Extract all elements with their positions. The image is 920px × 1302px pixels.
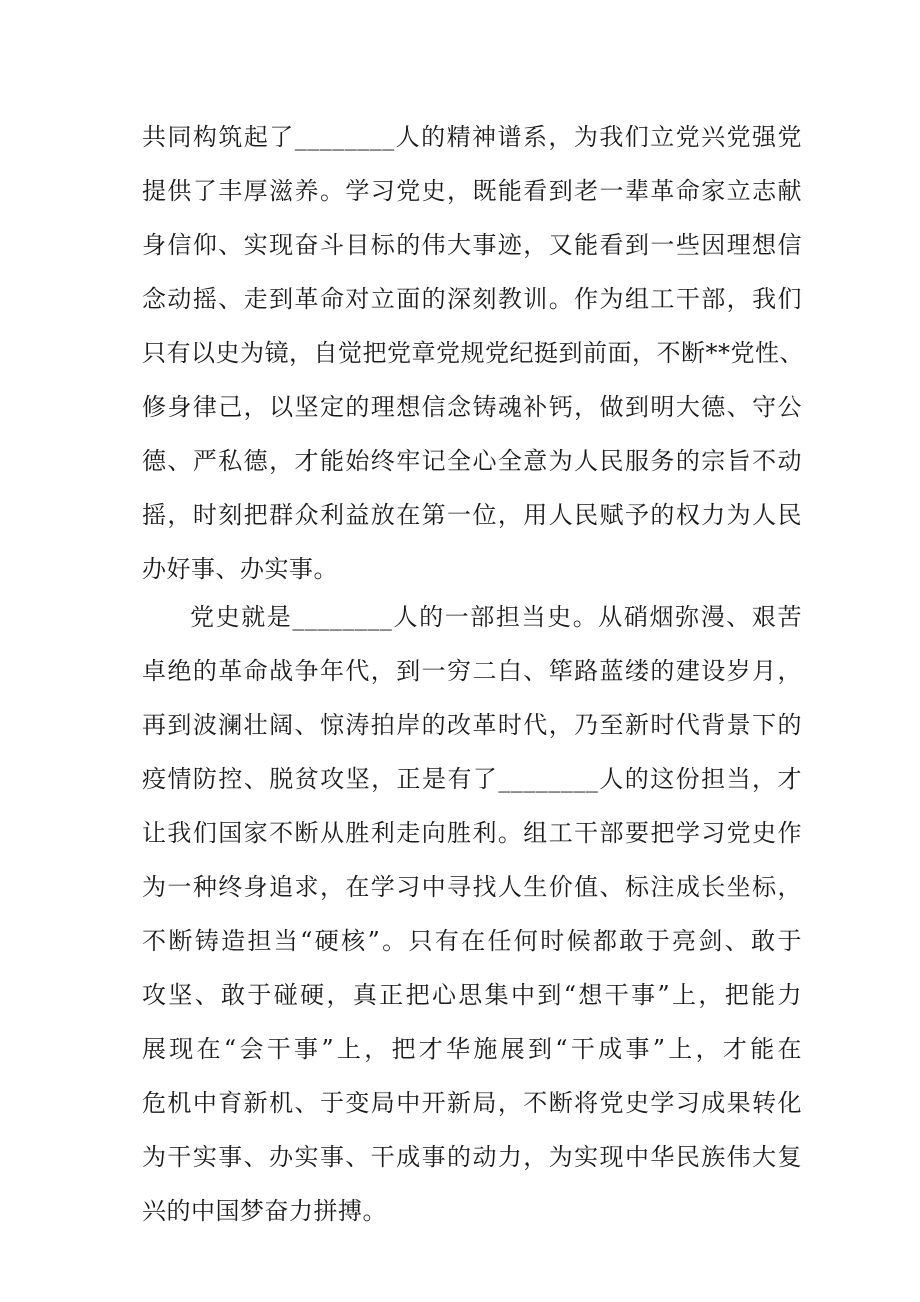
paragraph-2-line: 为一种终身追求，在学习中寻找人生价值、标注成长坐标， [142, 873, 802, 901]
paragraph-1 [142, 110, 802, 596]
paragraph-1-line: 摇，时刻把群众利益放在第一位，用人民赋予的权力为人民 [142, 501, 802, 529]
paragraph-1-line: 办好事、办实事。 [142, 555, 338, 583]
paragraph-2-line: 党史就是________人的一部担当史。从硝烟弥漫、艰苦 [190, 603, 802, 631]
paragraph-1-line: 只有以史为镜，自觉把党章党规党纪挺到前面，不断**党性、 [142, 339, 804, 367]
paragraph-1-line: 修身律己，以坚定的理想信念铸魂补钙，做到明大德、守公 [142, 393, 802, 421]
paragraph-2-line: 危机中育新机、于变局中开新局，不断将党史学习成果转化 [142, 1089, 802, 1117]
paragraph-2-line: 兴的中国梦奋力拼搏。 [142, 1197, 387, 1225]
paragraph-2-line: 攻坚、敢于碰硬，真正把心思集中到“想干事”上，把能力 [142, 981, 802, 1009]
paragraph-2-line: 展现在“会干事”上，把才华施展到“干成事”上，才能在 [142, 1035, 802, 1063]
paragraph-2-line: 让我们国家不断从胜利走向胜利。组工干部要把学习党史作 [142, 819, 802, 847]
paragraph-2-line: 疫情防控、脱贫攻坚，正是有了________人的这份担当，才 [142, 765, 802, 793]
paragraph-1-line: 念动摇、走到革命对立面的深刻教训。作为组工干部，我们 [142, 285, 802, 313]
paragraph-2-line: 为干实事、办实事、干成事的动力，为实现中华民族伟大复 [142, 1143, 802, 1171]
paragraph-2-line: 再到波澜壮阔、惊涛拍岸的改革时代，乃至新时代背景下的 [142, 711, 802, 739]
paragraph-1-line: 身信仰、实现奋斗目标的伟大事迹，又能看到一些因理想信 [142, 231, 802, 259]
paragraph-2 [142, 590, 802, 1238]
paragraph-2-line: 卓绝的革命战争年代，到一穷二白、筚路蓝缕的建设岁月， [142, 657, 802, 685]
paragraph-2-line: 不断铸造担当“硬核”。只有在任何时候都敢于亮剑、敢于 [142, 927, 802, 955]
paragraph-1-line: 共同构筑起了________人的精神谱系，为我们立党兴党强党 [142, 123, 802, 151]
paragraph-1-line: 德、严私德，才能始终牢记全心全意为人民服务的宗旨不动 [142, 447, 802, 475]
paragraph-1-line: 提供了丰厚滋养。学习党史，既能看到老一辈革命家立志献 [142, 177, 802, 205]
